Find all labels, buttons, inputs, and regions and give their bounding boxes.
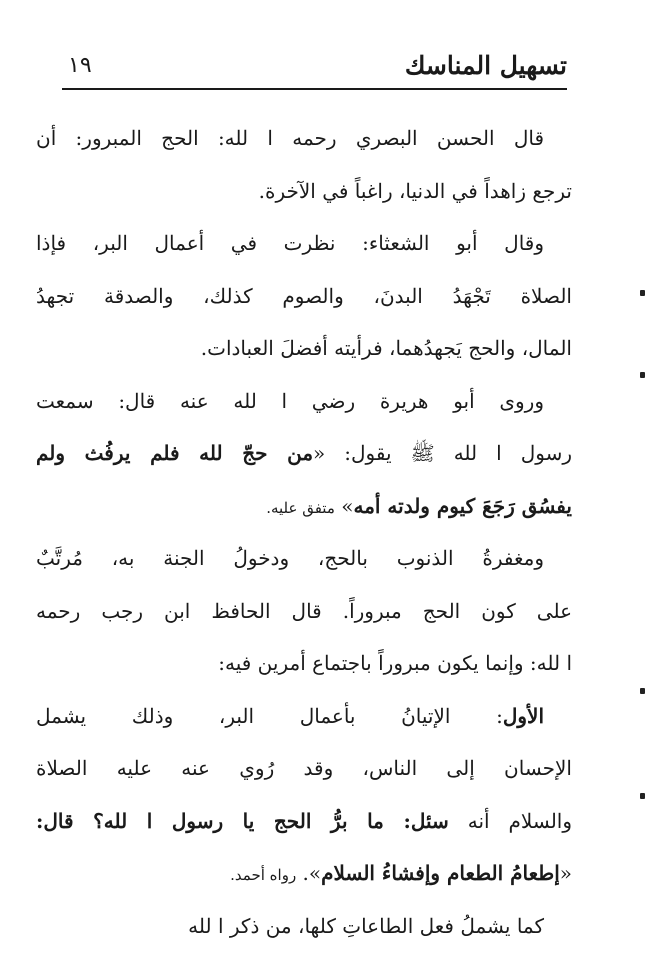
margin-mark <box>640 372 645 378</box>
text-run: ». <box>296 861 322 885</box>
text-run: » <box>334 493 354 518</box>
text-line <box>36 900 572 953</box>
text-line <box>36 847 572 900</box>
text-line <box>36 322 572 375</box>
page-number: ١٩ <box>68 53 92 78</box>
text-run: رسول ا لله ﷺ يقول: « <box>313 441 572 465</box>
text-run: « <box>559 861 572 885</box>
text-line <box>36 112 572 165</box>
text-run: ومغفرةُ الذنوب بالحج، ودخولُ الجنة به، مُرتَّبٌ <box>36 546 544 570</box>
page-body <box>36 112 572 952</box>
text-line <box>36 270 572 323</box>
text-run: على كون الحج مبروراً. قال الحافظ ابن رجب رحمه <box>36 598 572 623</box>
bold-text: يفسُق رَجَعَ كيوم ولدته أمه <box>353 493 572 518</box>
text-run: وقال أبو الشعثاء: نظرت في أعمال البر، فإذا <box>36 231 544 255</box>
text-line <box>36 795 572 848</box>
text-line <box>36 375 572 428</box>
text-line <box>36 532 572 585</box>
text-line <box>36 217 572 270</box>
running-title: تسهيل المناسك <box>404 51 567 80</box>
text-run: الصلاة تَجْهَدُ البدنَ، والصوم كذلك، والصدقة تجهدُ <box>36 283 572 308</box>
text-line <box>36 585 572 638</box>
margin-mark <box>640 688 645 694</box>
margin-mark <box>640 290 645 296</box>
small-citation: متفق عليه. <box>266 498 335 517</box>
header-rule <box>62 88 567 90</box>
text-line <box>36 742 572 795</box>
text-run: : الإتيانُ بأعمال البر، وذلك يشمل <box>36 703 503 728</box>
text-line <box>36 480 572 533</box>
bold-text: سئل: ما برُّ الحج يا رسول ا لله؟ قال: <box>36 808 449 833</box>
small-citation: رواه أحمد. <box>230 866 297 884</box>
text-run: الإحسان إلى الناس، وقد رُوي عنه عليه الصلاة <box>36 756 572 780</box>
text-run: كما يشملُ فعل الطاعاتِ كلها، من ذكر ا لله <box>188 913 544 938</box>
text-run: قال الحسن البصري رحمه ا لله: الحج المبرور: أن <box>36 126 544 150</box>
text-run: ترجع زاهداً في الدنيا، راغباً في الآخرة. <box>258 178 572 203</box>
margin-mark <box>640 793 645 799</box>
bold-text: الأول <box>502 703 544 728</box>
text-line <box>36 427 572 480</box>
text-run: ا لله: وإنما يكون مبروراً باجتماع أمرين فيه: <box>218 651 572 675</box>
text-run: المال، والحج يَجهدُهما، فرأيته أفضلَ العبادات. <box>200 336 572 360</box>
text-line <box>36 165 572 218</box>
text-run: وروى أبو هريرة رضي ا لله عنه قال: سمعت <box>36 388 544 413</box>
page-header <box>62 48 567 84</box>
bold-text: من حجّ لله فلم يرفُث ولم <box>36 441 314 465</box>
bold-text: إطعامُ الطعام وإفشاءُ السلام <box>321 861 560 885</box>
text-line <box>36 637 572 690</box>
text-run: والسلام أنه <box>448 808 572 833</box>
text-line <box>36 690 572 743</box>
